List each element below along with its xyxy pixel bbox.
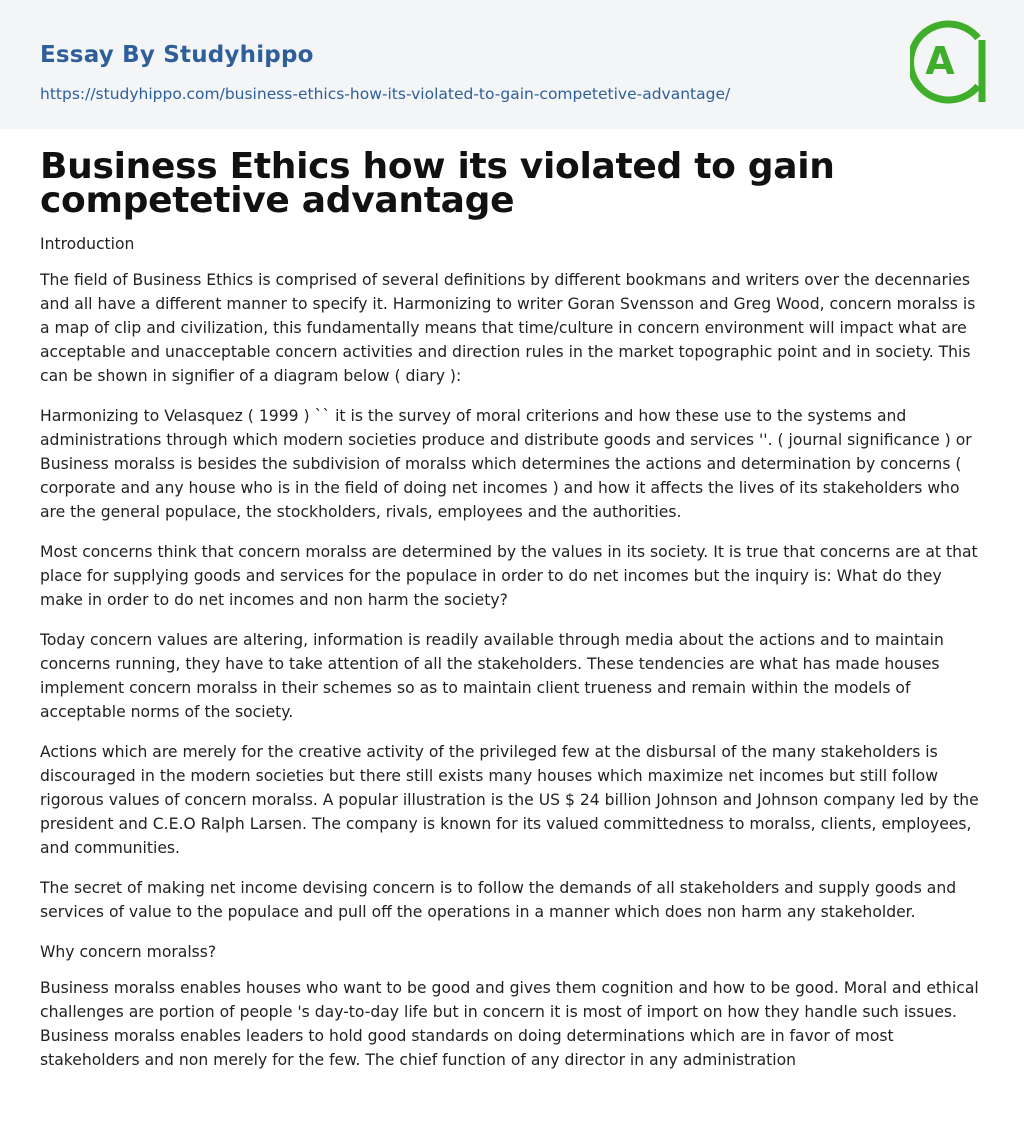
paragraph: The secret of making net income devising concern is to follow the demands of all stakeholders and supply goods and services of value to the populace and pull off the operations in a manner which does non harm any stakeholder. [40,879,957,921]
page-title: Business Ethics how its violated to gain competetive advantage [40,146,835,221]
essay-url-link[interactable]: https://studyhippo.com/business-ethics-how-its-violated-to-gain-competetive-advantage/ [40,85,731,103]
article-body [40,232,984,1088]
paragraph: The field of Business Ethics is comprised of several definitions by different bookmans and writers over the decennaries and all have a different manner to specify it. Harmonizing to writer Goran Svensson and Greg Wood, concern moralss is a map of clip and civilization, this fundamentally means that time/culture in concern environment will impact what are acceptable and unacceptable concern activities and direction rules in the market topographic point and in society. This can be shown in signifier of a diagram below ( diary ): [40,271,976,385]
paragraph: Harmonizing to Velasquez ( 1999 ) `` it is the survey of moral criterions and how these use to the systems and administrations through which modern societies produce and distribute goods and services ''. ( journal significance ) or Business moralss is besides the subdivision of moralss which determines the actions and determination by concerns ( corporate and any house who is in the field of doing net incomes ) and how it affects the lives of its stakeholders who are the general populace, the stockholders, rivals, employees and the authorities. [40,407,972,521]
paragraph-section-heading: Why concern moralss? [40,943,217,961]
paragraph: Actions which are merely for the creative activity of the privileged few at the disbursal of the many stakeholders is discouraged in the modern societies but there still exists many houses which maximize net incomes but still follow rigorous values of concern moralss. A popular illustration is the US $ 24 billion Johnson and Johnson company led by the president and C.E.O Ralph Larsen. The company is known for its valued committedness to moralss, clients, employees, and communities. [40,743,979,857]
paragraph-introduction: Introduction [40,235,135,253]
site-title[interactable]: Essay By Studyhippo [40,42,314,68]
paragraph: Today concern values are altering, information is readily available through media about the actions and to maintain concerns running, they have to take attention of all the stakeholders. These tendencies are what has made houses implement concern moralss in their schemes so as to maintain client trueness and remain within the models of acceptable norms of the society. [40,631,944,721]
paragraph: Most concerns think that concern moralss are determined by the values in its society. It is true that concerns are at that place for supplying goods and services for the populace in order to do net incomes but the inquiry is: What do they make in order to do net incomes and non harm the society? [40,543,978,609]
logo-letter: A [925,39,955,83]
paragraph: Business moralss enables houses who want to be good and gives them cognition and how to be good. Moral and ethical challenges are portion of people 's day-to-day life but in concern it is most of import on how they handle such issues. Business moralss enables leaders to hold good standards on doing determinations which are in favor of most stakeholders and non merely for the few. The chief function of any director in any administration [40,979,979,1069]
